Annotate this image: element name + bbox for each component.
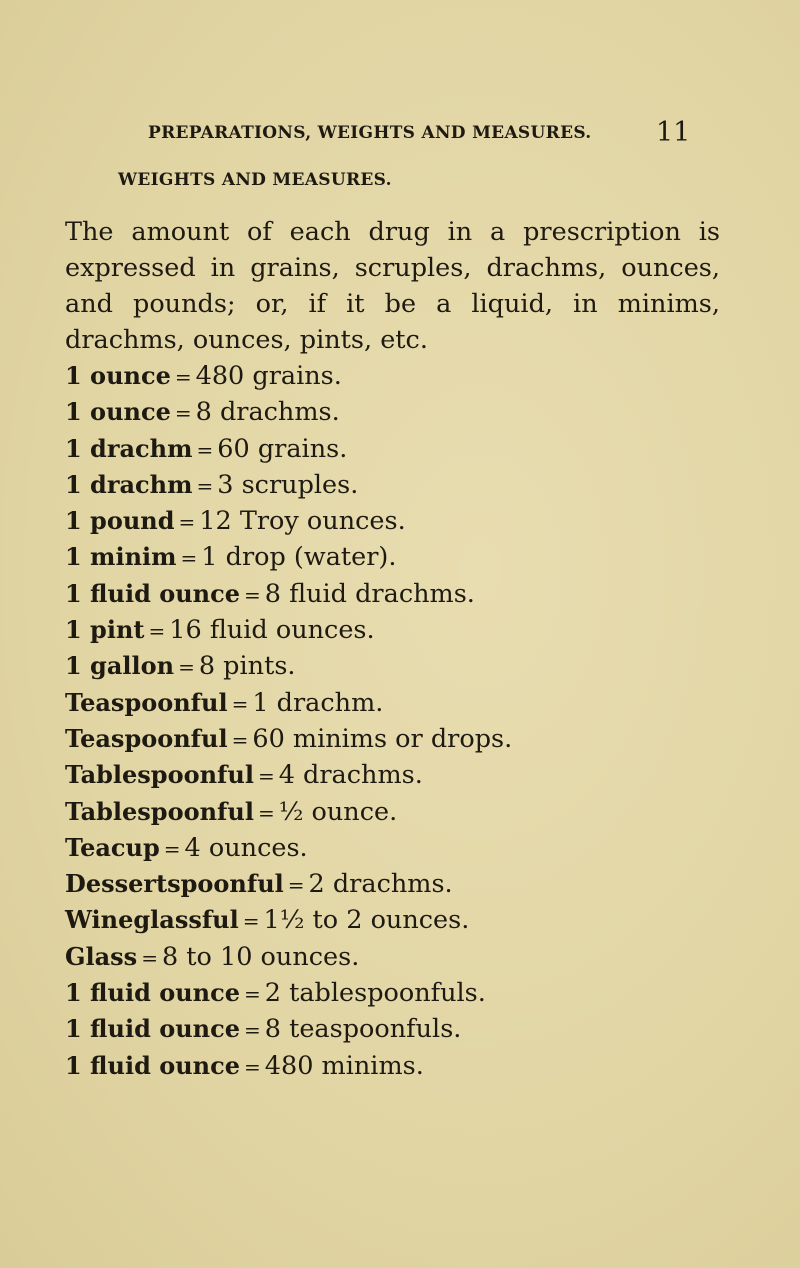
measure-row (65, 757, 512, 793)
measure-unit: Tablespoonful (65, 760, 254, 790)
measure-value: 8 to 10 ounces. (161, 941, 360, 972)
equals-sign: = (180, 546, 198, 571)
measure-row (65, 503, 512, 539)
equals-sign: = (196, 437, 214, 462)
intro-line: The amount of each drug in a prescription is (65, 217, 720, 247)
measure-row (65, 721, 512, 757)
equals-sign: = (257, 764, 275, 789)
equals-sign: = (244, 982, 261, 1007)
measure-value: 1 drachm. (252, 687, 384, 718)
measure-unit: Tablespoonful (65, 796, 254, 826)
equals-sign: = (287, 873, 305, 898)
equals-sign: = (196, 473, 214, 498)
measure-row (65, 1011, 512, 1047)
measure-value: 60 minims or drops. (252, 723, 513, 754)
equals-sign: = (174, 365, 192, 389)
measure-value: 2 drachms. (308, 869, 453, 900)
measure-unit: 1 minim (65, 542, 177, 572)
measure-row (65, 358, 512, 394)
measure-unit: 1 fluid ounce (65, 1050, 240, 1080)
measure-row (65, 902, 512, 938)
measure-unit: 1 fluid ounce (65, 1014, 240, 1044)
measure-unit: Wineglassful (65, 905, 239, 935)
measure-value: 16 fluid ounces. (169, 615, 375, 646)
measure-row (65, 939, 512, 975)
measure-unit: 1 pint (65, 615, 145, 645)
measure-row (65, 648, 512, 684)
measure-unit: Teaspoonful (65, 687, 228, 717)
measure-value: 4 ounces. (184, 832, 308, 863)
measure-value: 8 drachms. (195, 397, 340, 428)
intro-line: drachms, ounces, pints, etc. (65, 325, 428, 355)
measure-row (65, 830, 512, 866)
running-head (0, 117, 800, 151)
measure-unit: 1 ounce (65, 361, 171, 390)
measure-unit: 1 drachm (65, 433, 193, 463)
measure-value: 480 minims. (264, 1050, 424, 1081)
measure-unit: Teaspoonful (65, 723, 228, 753)
equals-sign: = (242, 909, 260, 934)
intro-paragraph (65, 214, 720, 358)
measure-value: 60 grains. (217, 433, 348, 464)
running-title: PREPARATIONS, WEIGHTS AND MEASURES. (148, 123, 592, 143)
measure-value: 1½ to 2 ounces. (263, 905, 470, 936)
equals-sign: = (244, 582, 261, 607)
measure-row (65, 1048, 512, 1084)
intro-line: and pounds; or, if it be a liquid, in minims, (65, 289, 720, 319)
equals-sign: = (231, 727, 249, 752)
measures-list (65, 358, 512, 1084)
measure-row (65, 975, 512, 1011)
section-title: WEIGHTS AND MEASURES. (118, 170, 392, 190)
measure-row (65, 576, 512, 612)
measure-row (65, 394, 512, 430)
measure-value: 8 pints. (198, 651, 296, 682)
measure-value: 480 grains. (195, 361, 342, 391)
measure-unit: Dessertspoonful (65, 869, 284, 899)
equals-sign: = (163, 836, 181, 861)
measure-row (65, 539, 512, 575)
measure-value: 3 scruples. (217, 469, 359, 500)
equals-sign: = (244, 1054, 261, 1079)
equals-sign: = (178, 655, 195, 680)
equals-sign: = (148, 619, 166, 644)
measure-row (65, 794, 512, 830)
measure-unit: 1 ounce (65, 397, 171, 427)
measure-value: 1 drop (water). (201, 542, 397, 573)
equals-sign: = (244, 1018, 261, 1043)
measure-unit: 1 pound (65, 506, 175, 536)
measure-unit: Teacup (65, 832, 160, 862)
measure-row (65, 467, 512, 503)
measure-row (65, 612, 512, 648)
intro-line: expressed in grains, scruples, drachms, ounces, (65, 253, 720, 283)
page-number: 11 (656, 117, 691, 148)
equals-sign: = (257, 800, 275, 825)
measure-unit: 1 fluid ounce (65, 578, 240, 608)
measure-row (65, 431, 512, 467)
measure-unit: 1 drachm (65, 469, 193, 499)
measure-value: 8 teaspoonfuls. (264, 1014, 462, 1045)
equals-sign: = (231, 691, 249, 716)
measure-value: 8 fluid drachms. (264, 578, 475, 609)
equals-sign: = (178, 510, 196, 535)
measure-value: 12 Troy ounces. (199, 506, 406, 537)
equals-sign: = (141, 945, 158, 970)
measure-unit: 1 gallon (65, 651, 175, 681)
measure-value: ½ ounce. (278, 796, 398, 827)
equals-sign: = (174, 401, 192, 426)
measure-value: 2 tablespoonfuls. (264, 978, 486, 1009)
measure-row (65, 685, 512, 721)
measure-row (65, 866, 512, 902)
measure-value: 4 drachms. (278, 760, 423, 791)
measure-unit: Glass (65, 941, 138, 971)
measure-unit: 1 fluid ounce (65, 978, 240, 1008)
